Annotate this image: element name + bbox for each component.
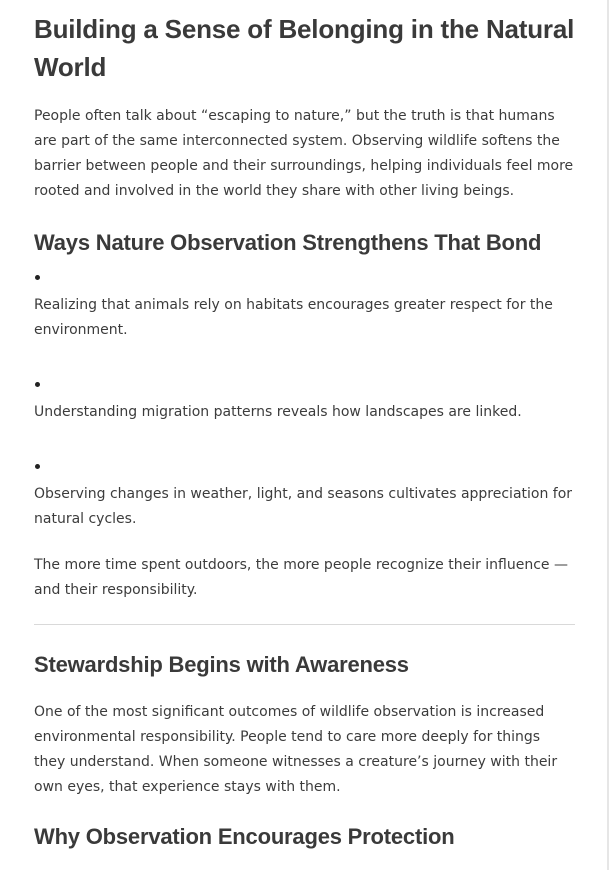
section-divider [34,624,575,625]
list-item-text: Realizing that animals rely on habitats encourages greater respect for the environment. [34,297,553,338]
stewardship-paragraph: One of the most significant outcomes of wildlife observation is increased environmental responsibility. People tend to care more deeply for things they understand. When someone witnesses a creature’s journey with their own eyes, that experience stays with them. [34,704,558,795]
article-title: Building a Sense of Belonging in the Natural World [34,14,575,82]
article [34,10,575,852]
intro-paragraph: People often talk about “escaping to nature,” but the truth is that humans are part of the same interconnected system. Observing wildlife softens the barrier between people and their surroundings, helping individuals feel more rooted and involved in the world they share with other living beings. [34,108,574,199]
bullet-icon [35,275,40,280]
bullet-list [34,275,575,532]
section-heading-stewardship: Stewardship Begins with Awareness [34,652,409,677]
section-heading-why: Why Observation Encourages Protection [34,824,455,849]
list-item [34,464,575,532]
list-item [34,382,575,425]
list-item-text: Observing changes in weather, light, and seasons cultivates appreciation for natural cycles. [34,486,573,527]
list-item-text: Understanding migration patterns reveals how landscapes are linked. [34,404,522,420]
bullet-icon [35,464,40,469]
section-heading-ways: Ways Nature Observation Strengthens That Bond [34,230,542,255]
closing-paragraph: The more time spent outdoors, the more people recognize their influence — and their responsibility. [34,557,568,598]
list-item [34,275,575,343]
bullet-icon [35,382,40,387]
